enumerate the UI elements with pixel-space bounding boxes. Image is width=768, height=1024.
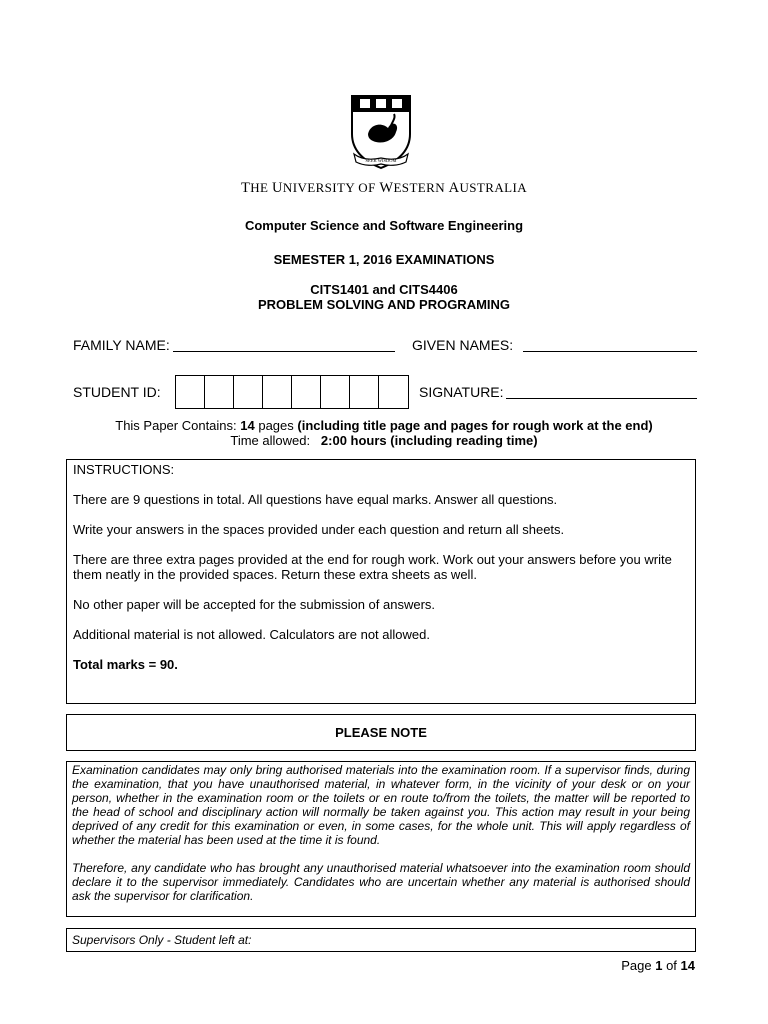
please-note-heading: PLEASE NOTE (66, 714, 696, 751)
id-digit-box[interactable] (379, 376, 408, 408)
instruction-item: There are 9 questions in total. All questions have equal marks. Answer all questions. (73, 492, 558, 507)
time-allowed-line: Time allowed: 2:00 hours (including reading time) (230, 433, 538, 448)
instructions-heading: INSTRUCTIONS: (73, 462, 175, 477)
instructions-box (66, 459, 696, 704)
instruction-item: There are three extra pages provided at the end for rough work. Work out your answers before you write them neatly in the provided spaces. Return these extra sheets as well. (73, 552, 672, 582)
instruction-item: Write your answers in the spaces provided under each question and return all sheets. (73, 522, 565, 537)
id-digit-box[interactable] (321, 376, 350, 408)
id-digit-box[interactable] (176, 376, 205, 408)
id-digit-box[interactable] (234, 376, 263, 408)
signature-label: SIGNATURE: (419, 384, 504, 400)
given-names-label: GIVEN NAMES: (412, 337, 514, 353)
family-name-label: FAMILY NAME: (73, 337, 170, 353)
id-digit-box[interactable] (350, 376, 379, 408)
id-digit-box[interactable] (263, 376, 292, 408)
student-id-boxes[interactable] (175, 375, 409, 409)
note-paragraph: Examination candidates may only bring authorised materials into the examination room. If a supervisor finds, during the examination, that you have unauthorised material, in whatever form, in the vicinity of your desk or on your person, whether in the examination room or the toilets or en route to/from the toilets, the matter will be reported to the head of school and disciplinary action will normally be taken against you. This action may result in your being deprived of any credit for this examination or even, in some cases, for the whole unit. This will apply regardless of whether the material has been used at the time it is found. (72, 763, 690, 847)
university-name: THE UNIVERSITY OF WESTERN AUSTRALIA (241, 180, 527, 196)
supervisor-box: Supervisors Only - Student left at: (66, 928, 696, 952)
id-digit-box[interactable] (292, 376, 321, 408)
paper-contains-line: This Paper Contains: 14 pages (including title page and pages for rough work at the end) (115, 418, 653, 433)
unit-title: PROBLEM SOLVING AND PROGRAMING (257, 297, 511, 312)
signature-field[interactable] (506, 398, 697, 399)
university-crest-logo (348, 94, 414, 170)
semester-title: SEMESTER 1, 2016 EXAMINATIONS (273, 252, 495, 267)
total-marks: Total marks = 90. (73, 657, 178, 672)
instruction-item: No other paper will be accepted for the submission of answers. (73, 597, 436, 612)
unit-codes: CITS1401 and CITS4406 (310, 282, 458, 297)
instruction-item: Additional material is not allowed. Calculators are not allowed. (73, 627, 430, 642)
student-id-label: STUDENT ID: (73, 384, 161, 400)
family-name-field[interactable] (173, 351, 395, 352)
svg-text:SEEK WISDOM: SEEK WISDOM (365, 158, 397, 163)
department-title: Computer Science and Software Engineering (244, 218, 524, 233)
id-digit-box[interactable] (205, 376, 234, 408)
given-names-field[interactable] (523, 351, 697, 352)
please-note-body (66, 761, 696, 917)
note-paragraph: Therefore, any candidate who has brought any unauthorised material whatsoever into the examination room should declare it to the supervisor immediately. Candidates who are uncertain whether any material is authorised should ask the supervisor for clarification. (72, 861, 690, 903)
page-number: Page 1 of 14 (621, 958, 695, 973)
